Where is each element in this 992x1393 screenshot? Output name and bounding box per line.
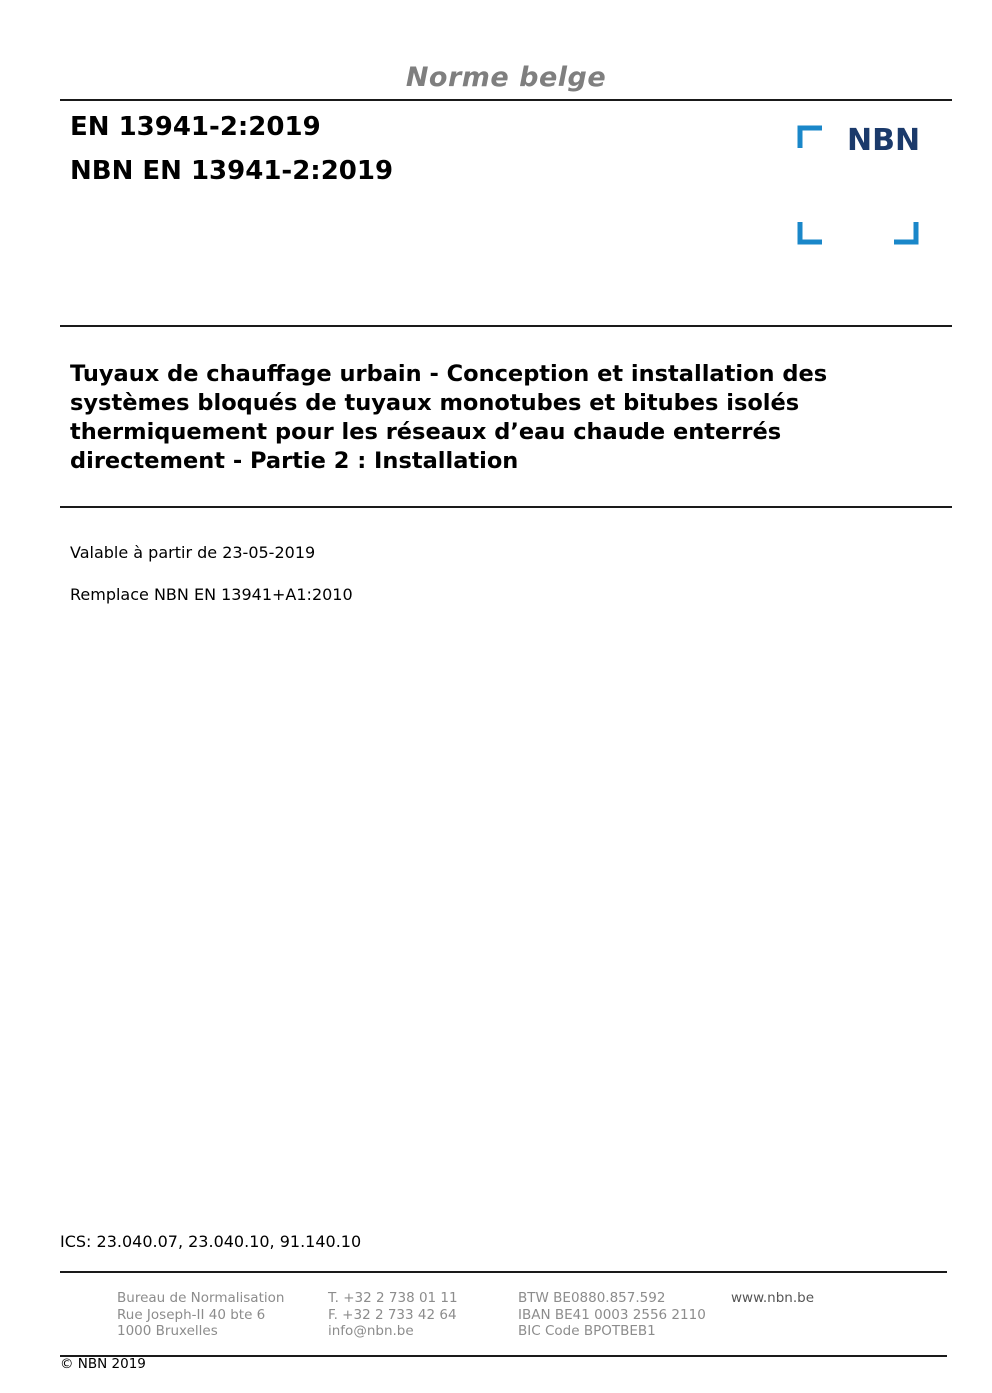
footer-bottom-rule <box>60 1355 947 1357</box>
logo-text: NBN <box>847 123 921 158</box>
nbn-logo <box>790 118 930 253</box>
iban: IBAN BE41 0003 2556 2110 <box>518 1306 706 1323</box>
footer-address <box>117 1290 284 1340</box>
document-title: Tuyaux de chauffage urbain - Conception et installation des systèmes bloqués de tuyaux monotubes et bitubes isolés thermiquement pour les réseaux d’eau chaude enterrés directement - Partie 2 : Installation <box>70 361 828 474</box>
valid-from: Valable à partir de 23-05-2019 <box>70 543 316 562</box>
fax: F. +32 2 733 42 64 <box>328 1306 457 1323</box>
address-line: Bureau de Normalisation <box>117 1290 285 1306</box>
website-link[interactable]: www.nbn.be <box>731 1290 815 1306</box>
copyright: © NBN 2019 <box>60 1356 146 1372</box>
title-bottom-rule <box>60 506 952 508</box>
ics-codes: ICS: 23.040.07, 23.040.10, 91.140.10 <box>60 1232 362 1251</box>
nbn-reference: NBN EN 13941-2:2019 <box>70 156 394 186</box>
bic: BIC Code BPOTBEB1 <box>518 1323 656 1339</box>
email-link[interactable]: info@nbn.be <box>328 1323 414 1339</box>
logo-bracket-bottom-right <box>894 222 916 242</box>
logo-bracket-bottom-left <box>800 222 822 242</box>
phone: T. +32 2 738 01 11 <box>328 1290 458 1306</box>
en-reference: EN 13941-2:2019 <box>70 112 321 142</box>
title-top-rule <box>60 325 952 327</box>
address-line: 1000 Bruxelles <box>117 1323 218 1339</box>
footer-top-rule <box>60 1271 947 1273</box>
address-line: Rue Joseph-II 40 bte 6 <box>117 1306 266 1323</box>
logo-bracket-top-left <box>800 128 822 148</box>
header-rule <box>60 99 952 101</box>
footer-bank <box>518 1290 706 1340</box>
document-type-label: Norme belge <box>405 62 607 93</box>
footer-contact <box>328 1290 458 1340</box>
replaces: Remplace NBN EN 13941+A1:2010 <box>70 585 353 604</box>
vat-number: BTW BE0880.857.592 <box>518 1290 666 1306</box>
